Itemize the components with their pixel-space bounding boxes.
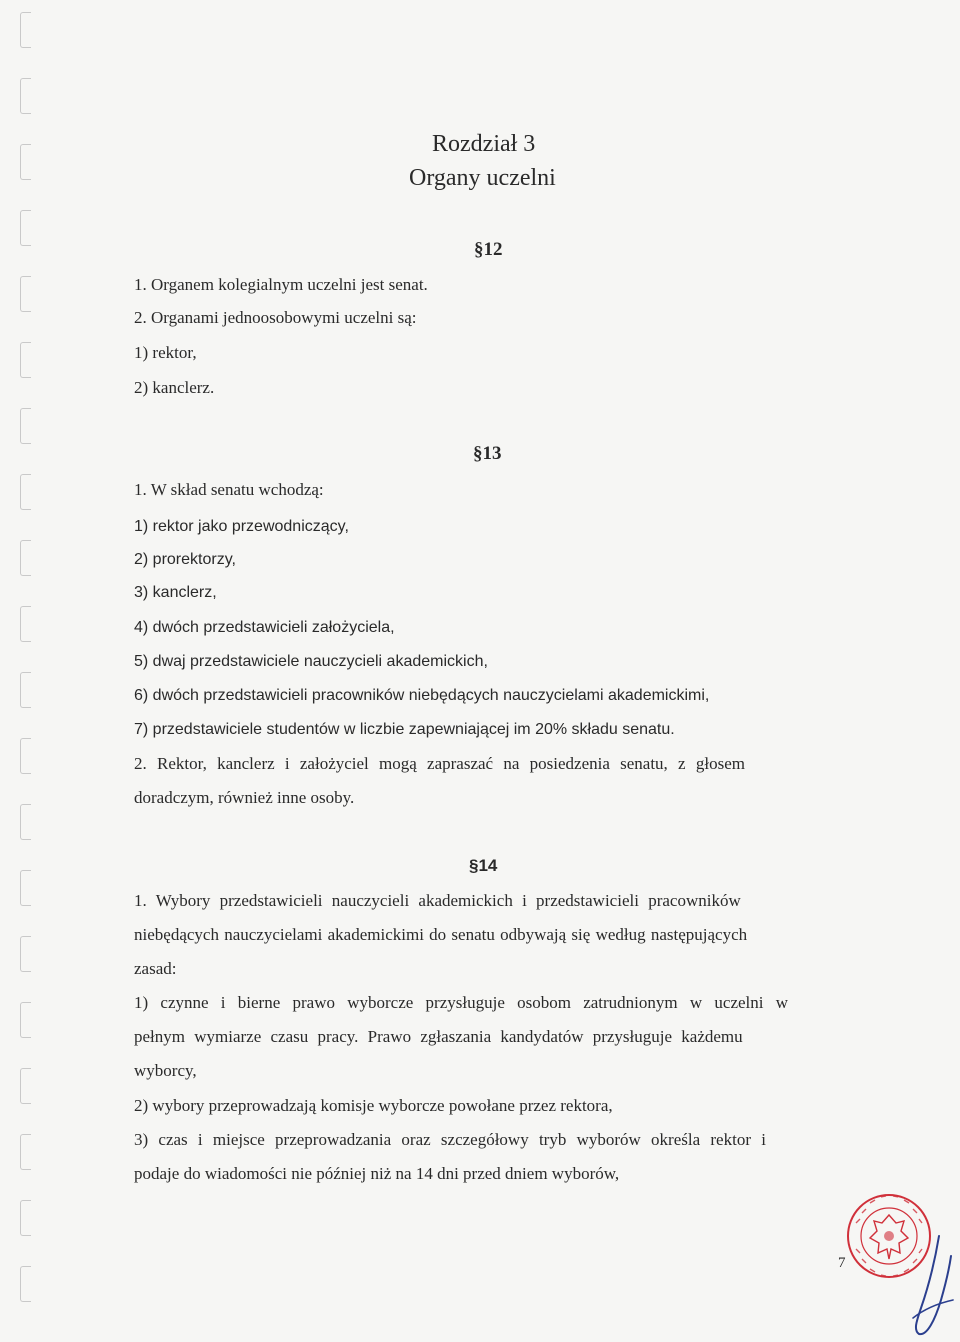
s14-item-1-line-2: pełnym wymiarze czasu pracy. Prawo zgłaszania kandydatów przysługuje każdemu [134,1027,743,1046]
s12-item-1: 1. Organem kolegialnym uczelni jest senat. [134,275,428,294]
s14-p1-line-2: niebędących nauczycielami akademickimi do senatu odbywają się według następujących [134,925,748,944]
s13-intro: 1. W skład senatu wchodzą: [134,480,324,499]
s14-item-1-line-3: wyborcy, [134,1061,197,1080]
s14-item-1-line-1: 1) czynne i bierne prawo wyborcze przysługuje osobom zatrudnionym w uczelni w [134,993,789,1012]
s13-item-4: 4) dwóch przedstawicieli założyciela, [134,619,395,636]
chapter-subtitle: Organy uczelni [409,165,556,191]
s13-item-3: 3) kanclerz, [134,584,217,601]
section-heading-14: §14 [469,856,498,875]
section-heading-12: §12 [474,239,503,260]
s13-item-5: 5) dwaj przedstawiciele nauczycieli akademickich, [134,653,488,670]
s13-item-6: 6) dwóch przedstawicieli pracowników niebędących nauczycielami akademickimi, [134,687,710,704]
s13-paragraph-2-text: 2. Rektor, kanclerz i założyciel mogą zapraszać na posiedzenia senatu, z głosem [134,754,745,773]
page-number: 7 [838,1255,846,1271]
s13-item-1: 1) rektor jako przewodniczący, [134,518,349,535]
s14-p1-line-1: 1. Wybory przedstawicieli nauczycieli akademickich i przedstawicieli pracowników [134,891,741,910]
s12-subitem-2: 2) kanclerz. [134,378,215,397]
s14-item-3-line-2: podaje do wiadomości nie później niż na 14 dni przed dniem wyborów, [134,1164,620,1183]
s13-item-7: 7) przedstawiciele studentów w liczbie zapewniającej im 20% składu senatu. [134,721,675,738]
s13-paragraph-2-line-1 [134,754,845,774]
s14-item-3-line-1: 3) czas i miejsce przeprowadzania oraz szczegółowy tryb wyborów określa rektor i [134,1130,766,1149]
binder-holes [0,0,40,1342]
section-heading-13: §13 [473,443,502,464]
s13-item-2: 2) prorektorzy, [134,551,236,568]
s14-p1-line-3: zasad: [134,959,177,978]
s12-item-2: 2. Organami jednoosobowymi uczelni są: [134,308,417,327]
chapter-title: Rozdział 3 [432,131,536,157]
s14-item-2: 2) wybory przeprowadzają komisje wyborcze powołane przez rektora, [134,1096,613,1115]
handwritten-signature [905,1230,960,1340]
s13-paragraph-2-line-2: doradczym, również inne osoby. [134,788,355,807]
s12-subitem-1: 1) rektor, [134,343,197,362]
